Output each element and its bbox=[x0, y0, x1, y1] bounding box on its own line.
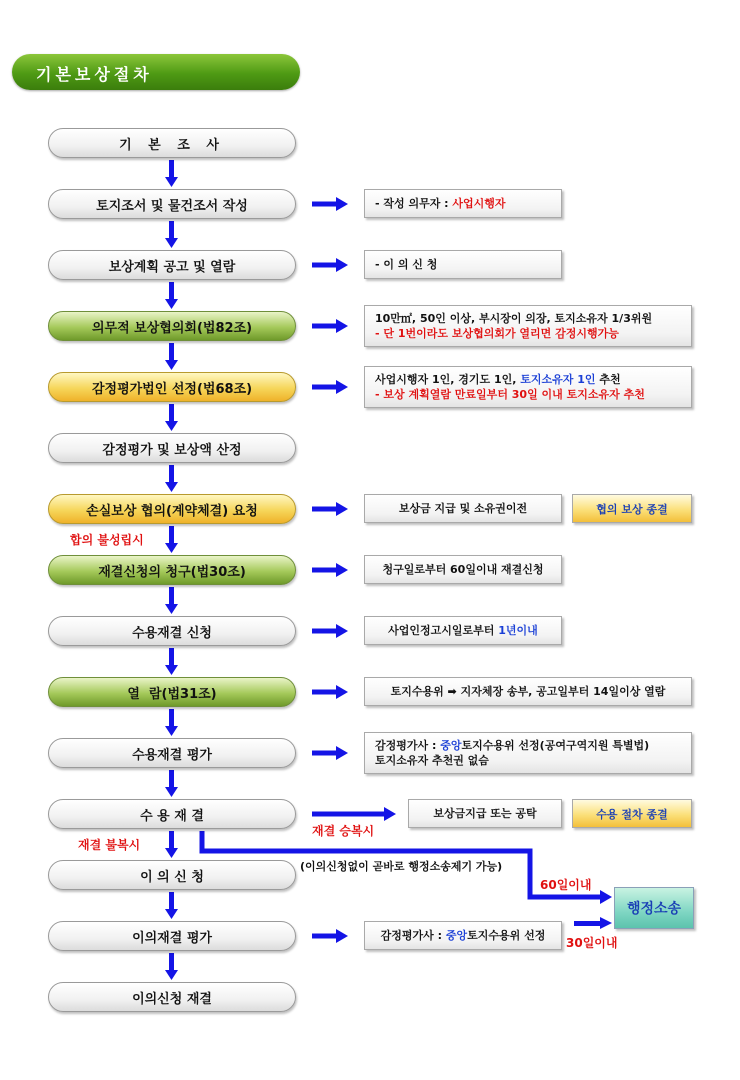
right-arrow bbox=[312, 502, 348, 516]
note-eval-line2: 토지소유자 추천권 없슴 bbox=[375, 754, 489, 767]
step-appraisal: 감정평가 및 보상액 산정 bbox=[48, 433, 296, 463]
down-arrow bbox=[165, 282, 178, 309]
note-appraiser-line2: - 보상 계획열람 만료일부터 30일 이내 토지소유자 추천 bbox=[375, 388, 645, 401]
down-arrow bbox=[165, 587, 178, 614]
step-objection: 이 의 신 청 bbox=[48, 860, 296, 890]
label-agreement-failed: 합의 불성립시 bbox=[70, 533, 144, 547]
down-arrow bbox=[165, 709, 178, 736]
note-council bbox=[364, 305, 692, 347]
right-arrow bbox=[312, 746, 348, 760]
note-inspection bbox=[364, 677, 692, 706]
step-decision-claim: 재결신청의 청구(법30조) bbox=[48, 555, 296, 585]
note-eval-a: 감정평가사 : bbox=[375, 739, 441, 752]
down-arrow bbox=[165, 221, 178, 248]
re-eval-to-lawsuit-bar bbox=[574, 921, 602, 926]
note-appraiser-a: 사업시행자 1인, 경기도 1인, bbox=[375, 373, 521, 386]
step-expropriation-decision: 수 용 재 결 bbox=[48, 799, 296, 829]
down-arrow bbox=[165, 160, 178, 187]
step-compensation-plan: 보상계획 공고 및 열람 bbox=[48, 250, 296, 280]
right-arrow bbox=[312, 624, 348, 638]
step-land-register: 토지조서 및 물건조서 작성 bbox=[48, 189, 296, 219]
down-arrow bbox=[165, 526, 178, 553]
agreement-end-badge: 협의 보상 종결 bbox=[572, 494, 692, 523]
note-objection bbox=[364, 250, 562, 279]
note-re-eval-a: 감정평가사 : bbox=[380, 929, 446, 942]
right-arrow bbox=[312, 685, 348, 699]
right-arrow bbox=[312, 807, 396, 821]
step-expropriation-appraisal: 수용재결 평가 bbox=[48, 738, 296, 768]
note-payment bbox=[364, 494, 562, 523]
note-claim bbox=[364, 555, 562, 584]
note-appraiser-c: 추천 bbox=[595, 373, 621, 386]
down-arrow bbox=[165, 953, 178, 980]
note-writer bbox=[364, 189, 562, 218]
note-eval-c: 토지수용위 선정(공여구역지원 특별법) bbox=[461, 739, 650, 752]
step-basic-survey: 기 본 조 사 bbox=[48, 128, 296, 158]
note-objection-text: - 이 의 신 청 bbox=[375, 258, 438, 271]
note-claim-text: 청구일로부터 60일이내 재결신청 bbox=[382, 563, 544, 576]
note-re-eval-c: 토지수용위 선정 bbox=[467, 929, 546, 942]
label-decision-accepted: 재결 승복시 bbox=[312, 824, 375, 838]
note-deposit-text: 보상금지급 또는 공탁 bbox=[433, 807, 537, 820]
lawsuit-arrowhead-30 bbox=[600, 917, 612, 929]
right-arrow bbox=[312, 319, 348, 333]
step-objection-appraisal: 이의재결 평가 bbox=[48, 921, 296, 951]
step-compensation-council: 의무적 보상협의회(법82조) bbox=[48, 311, 296, 341]
down-arrow bbox=[165, 404, 178, 431]
step-inspection: 열 람(법31조) bbox=[48, 677, 296, 707]
right-arrow bbox=[312, 197, 348, 211]
down-arrow bbox=[165, 892, 178, 919]
page-title: 기본보상절차 bbox=[36, 65, 153, 84]
note-expropriation bbox=[364, 616, 562, 645]
note-writer-prefix: - 작성 의무자 : bbox=[375, 197, 453, 210]
note-expropriation-a: 사업인정고시일로부터 bbox=[388, 624, 499, 637]
label-decision-rejected: 재결 불복시 bbox=[78, 838, 141, 852]
step-compensation-agreement: 손실보상 협의(계약체결) 요청 bbox=[48, 494, 296, 524]
note-council-line2: - 단 1번이라도 보상협의회가 열리면 감정시행가능 bbox=[375, 327, 619, 340]
down-arrow bbox=[165, 465, 178, 492]
note-appraiser bbox=[364, 366, 692, 408]
note-payment-text: 보상금 지급 및 소유권이전 bbox=[398, 502, 528, 515]
down-arrow bbox=[165, 770, 178, 797]
label-sixty-days: 60일이내 bbox=[540, 878, 592, 892]
right-arrow bbox=[312, 563, 348, 577]
note-writer-value: 사업시행자 bbox=[452, 197, 506, 210]
step-expropriation-request: 수용재결 신청 bbox=[48, 616, 296, 646]
note-re-eval bbox=[364, 921, 562, 950]
note-council-line1: 10만㎡, 50인 이상, 부시장이 의장, 토지소유자 1/3위원 bbox=[375, 312, 653, 325]
lawsuit-arrowhead-60 bbox=[600, 890, 612, 904]
step-appraiser-selection: 감정평가법인 선정(법68조) bbox=[48, 372, 296, 402]
expropriation-end-badge: 수용 절차 종결 bbox=[572, 799, 692, 828]
note-deposit bbox=[408, 799, 562, 828]
right-arrow bbox=[312, 929, 348, 943]
note-eval-b: 중앙 bbox=[440, 739, 462, 752]
note-eval bbox=[364, 732, 692, 774]
step-objection-decision: 이의신청 재결 bbox=[48, 982, 296, 1012]
note-inspection-text: 토지수용위 ➡ 지자체장 송부, 공고일부터 14일이상 열람 bbox=[390, 685, 666, 698]
lawsuit-box: 행정소송 bbox=[614, 887, 694, 929]
note-re-eval-b: 중앙 bbox=[445, 929, 468, 942]
down-arrow bbox=[165, 343, 178, 370]
note-appraiser-b: 토지소유자 1인 bbox=[520, 373, 596, 386]
down-arrow bbox=[165, 648, 178, 675]
down-arrow bbox=[165, 831, 178, 858]
right-arrow bbox=[312, 258, 348, 272]
label-thirty-days: 30일이내 bbox=[566, 936, 618, 950]
right-arrow bbox=[312, 380, 348, 394]
note-expropriation-b: 1년이내 bbox=[498, 624, 538, 637]
label-direct-lawsuit: (이의신청없이 곧바로 행정소송제기 가능) bbox=[300, 860, 503, 873]
